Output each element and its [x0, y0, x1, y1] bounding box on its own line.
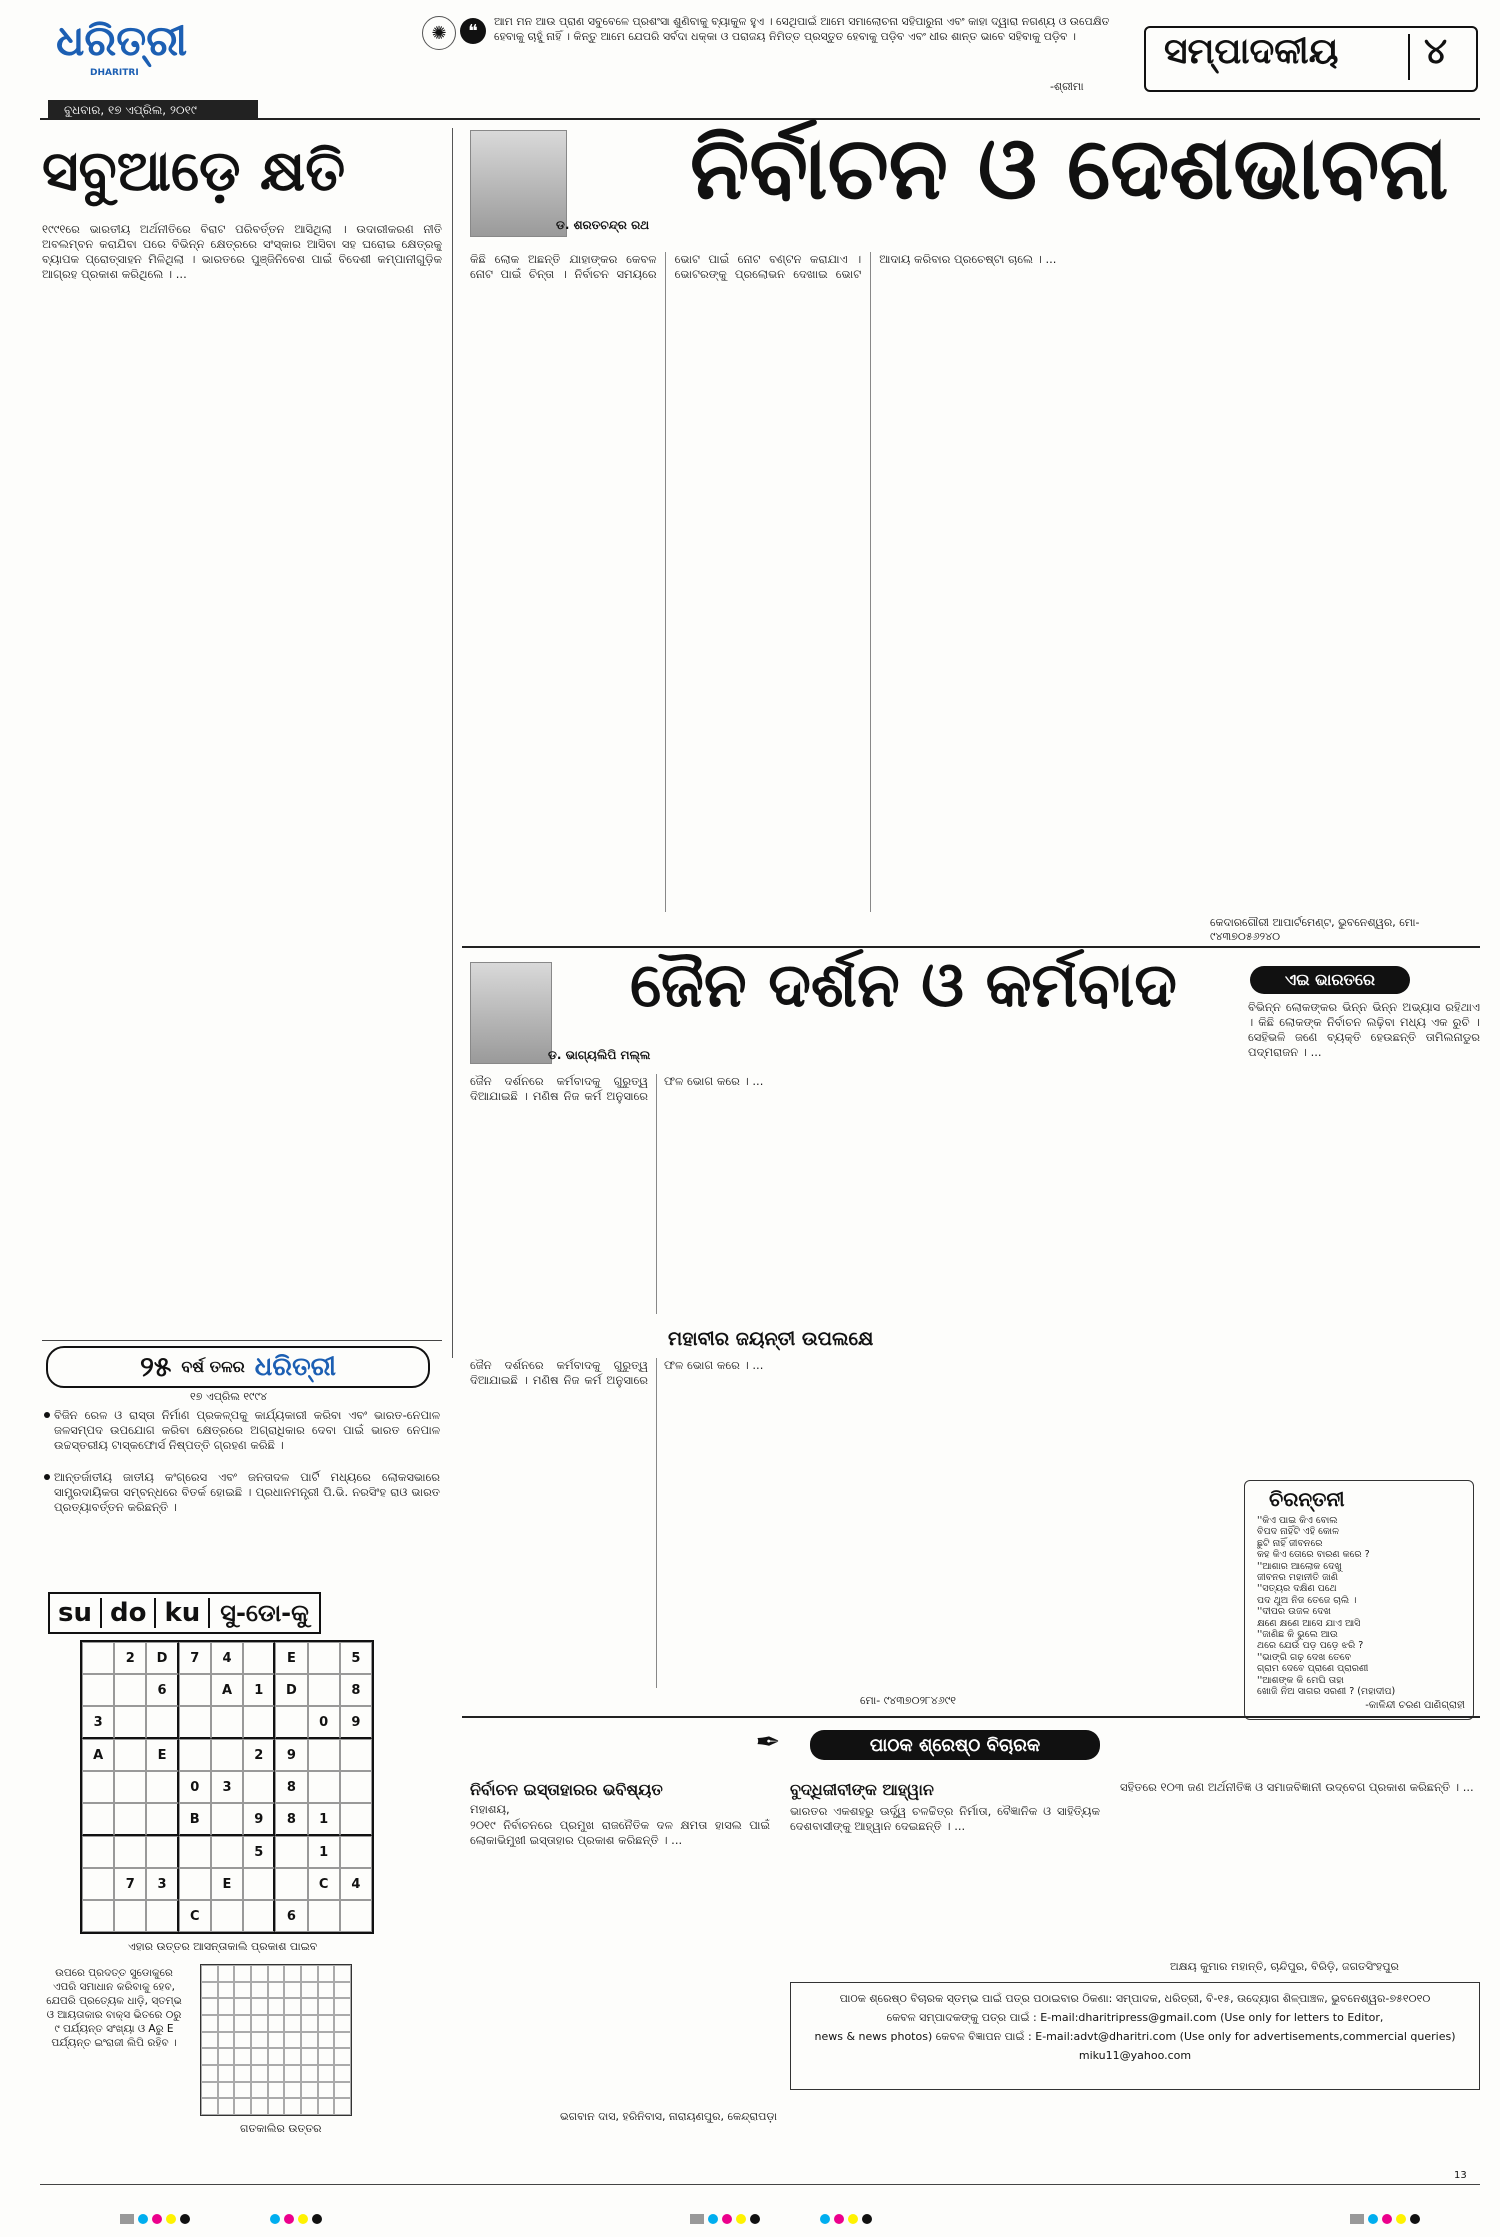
answer-cell [284, 2098, 301, 2115]
answer-cell [251, 1998, 268, 2015]
sudoku-cell[interactable] [275, 1706, 307, 1739]
sudoku-cell[interactable]: 0 [179, 1771, 211, 1803]
poem-line: ''ଭାଙ୍ଗି ଗଢ଼ ଦେଖ ତେବେ [1257, 1651, 1352, 1663]
registration-mark [270, 2214, 322, 2224]
answer-cell [284, 2015, 301, 2032]
registration-mark [690, 2214, 760, 2224]
answer-cell [234, 2032, 251, 2049]
ei-bharatare-body: ବିଭିନ୍ନ ଲୋକଙ୍କର ଭିନ୍ନ ଭିନ୍ନ ଅଭ୍ୟାସ ରହିଥାଏ । କିଛି ଲୋକଙ୍କ ନିର୍ବାଚନ ଲଢ଼ିବା ମଧ୍ୟ ଏକ ରୁଚି । ସେହିଭଳି ଜଣେ ବ୍ୟକ୍ତି ହେଉଛନ୍ତି ତାମିଲନାଡୁର ପଦ୍ମରାଜନ । ... [1248, 1000, 1480, 1059]
sudoku-cell[interactable] [243, 1706, 275, 1739]
answer-cell [301, 2082, 318, 2099]
answer-cell [218, 2032, 235, 2049]
sudoku-cell[interactable] [146, 1803, 178, 1836]
sudoku-cell[interactable]: E [146, 1739, 178, 1771]
sudoku-cell[interactable]: 3 [82, 1706, 114, 1739]
answer-cell [201, 1965, 218, 1982]
answer-cell [334, 2048, 351, 2065]
sudoku-cell[interactable]: 8 [275, 1771, 307, 1803]
sudoku-cell[interactable] [179, 1706, 211, 1739]
issue-date: ବୁଧବାର, ୧୭ ଏପ୍ରିଲ, ୨୦୧୯ [48, 100, 258, 120]
sudoku-cell[interactable]: 9 [243, 1803, 275, 1836]
page-number-label: ୪ [1424, 30, 1448, 72]
readers-top-rule [462, 1716, 1480, 1718]
answer-cell [251, 2015, 268, 2032]
sudoku-cell[interactable]: 9 [340, 1706, 372, 1739]
answer-cell [218, 2098, 235, 2115]
poem-box [1244, 1480, 1474, 1720]
poem-line: ''ଦୀପର ଉଜଳ ଦେଖ [1257, 1606, 1331, 1618]
sudoku-cell[interactable]: 0 [308, 1706, 340, 1739]
readers-pen-icon: ✒ [755, 1724, 781, 1760]
answer-cell [234, 2015, 251, 2032]
sudoku-cell[interactable]: 2 [114, 1642, 146, 1674]
sudoku-cell[interactable]: 3 [211, 1771, 243, 1803]
registration-dot [1368, 2214, 1378, 2224]
sudoku-cell[interactable] [82, 1642, 114, 1674]
registration-dot [298, 2214, 308, 2224]
answer-cell [284, 1982, 301, 1999]
answer-cell [318, 2082, 335, 2099]
article2-signature: ମୋ- ୯୪୩୭୦୨୮୪୬୯୧ [860, 1694, 956, 1707]
answer-cell [218, 2065, 235, 2082]
sudoku-cell[interactable]: 4 [211, 1642, 243, 1674]
masthead-logo-en: DHARITRI [90, 68, 139, 78]
editorial-body: ୧୯୯୧ରେ ଭାରତୀୟ ଅର୍ଥନୀତିରେ ବିରାଟ ପରିବର୍ତ୍ତନ ଆସିଥିଲା । ଉଦାରୀକରଣ ନୀତି ଅବଲମ୍ବନ କରାଯିବା ପରେ ବିଭିନ୍ନ କ୍ଷେତ୍ରରେ ସଂସ୍କାର ଆସିବା ସହ ଘରୋଇ କ୍ଷେତ୍ରକୁ ବ୍ୟାପକ ପ୍ରୋତ୍ସାହନ ମିଳିଥିଲା । ଭାରତରେ ପୁଞ୍ଜିନିବେଶ ପାଇଁ ବିଦେଶୀ କମ୍ପାନୀଗୁଡ଼ିକ ଆଗ୍ରହ ପ୍ରକାଶ କରିଥିଲେ । ... [42, 222, 442, 281]
sudoku-cell[interactable] [82, 1868, 114, 1900]
registration-dot [270, 2214, 280, 2224]
answer-cell [301, 2015, 318, 2032]
readers-banner: ପାଠକ ଶ୍ରେଷ୍ଠ ବିଚାରକ [810, 1730, 1100, 1760]
sudoku-cell[interactable]: A [211, 1674, 243, 1706]
poem-line: କ୍ଷଣେ କ୍ଷଣେ ଆସେ ଯାଏ ଆସି [1257, 1617, 1361, 1629]
sudoku-cell[interactable]: 1 [243, 1674, 275, 1706]
sudoku-cell[interactable]: D [146, 1642, 178, 1674]
sudoku-cell[interactable] [340, 1836, 372, 1868]
answer-cell [251, 1965, 268, 1982]
answer-cell [201, 2032, 218, 2049]
sudoku-cell[interactable] [340, 1739, 372, 1771]
sudoku-yesterday-answer [200, 1964, 352, 2116]
sudoku-cell[interactable]: 7 [179, 1642, 211, 1674]
sudoku-cell[interactable] [114, 1771, 146, 1803]
answer-cell [268, 2048, 285, 2065]
sudoku-cell[interactable]: C [308, 1868, 340, 1900]
sudoku-cell[interactable]: 5 [243, 1836, 275, 1868]
sudoku-rules: ଉପରେ ପ୍ରଦତ୍ତ ସୁଡୋକୁରେ ଏପରି ସମାଧାନ କରିବାକୁ ହେବ, ଯେପରି ପ୍ରତ୍ୟେକ ଧାଡ଼ି, ସ୍ତମ୍ଭ ଓ ଆୟତାକାର ବାକ୍ସ ଭିତରେ ୦ରୁ ୯ ପର୍ଯ୍ୟନ୍ତ ସଂଖ୍ୟା ଓ Aରୁ E ପର୍ଯ୍ୟନ୍ତ ଇଂରାଜୀ ଲିପି ରହିବ । [46, 1967, 182, 2049]
poem-line: କହ କିଏ ତୋରେ ବାରଣ କରେ ? [1257, 1549, 1370, 1561]
answer-cell [201, 1998, 218, 2015]
registration-dot [848, 2214, 858, 2224]
answer-cell [301, 2048, 318, 2065]
sudoku-cell[interactable] [308, 1674, 340, 1706]
archive-date: ୧୭ ଏପ୍ରିଲ ୧୯୯୪ [190, 1390, 268, 1403]
author-photo-rath [470, 130, 567, 237]
article2-subhead: ମହାବୀର ଜୟନ୍ତୀ ଉପଲକ୍ଷେ [668, 1328, 874, 1350]
registration-dot [166, 2214, 176, 2224]
registration-dot [736, 2214, 746, 2224]
sudoku-cell[interactable] [179, 1674, 211, 1706]
sudoku-cell[interactable]: 6 [146, 1674, 178, 1706]
sudoku-cell[interactable] [179, 1739, 211, 1771]
registration-dot [1396, 2214, 1406, 2224]
answer-cell [318, 2015, 335, 2032]
sudoku-answer-caption: ଏହାର ଉତ୍ତର ଆସନ୍ତାକାଲି ପ୍ରକାଶ ପାଇବ [128, 1940, 318, 1953]
answer-cell [284, 2065, 301, 2082]
masthead-logo: ଧରିତ୍ରୀ [56, 16, 188, 65]
sudoku-cell[interactable]: 2 [243, 1739, 275, 1771]
sudoku-cell[interactable]: A [82, 1739, 114, 1771]
sudoku-cell[interactable]: 1 [308, 1836, 340, 1868]
answer-cell [318, 2032, 335, 2049]
answer-cell [234, 1982, 251, 1999]
article2-title: ଜୈନ ଦର୍ଶନ ଓ କର୍ମବାଦ [630, 948, 1177, 1021]
archive-banner-text: ବର୍ଷ ତଳର [181, 1357, 245, 1376]
letter2-body: ଭାରତର ଏକଶହରୁ ଊର୍ଦ୍ଧ୍ୱ ଚଳଚ୍ଚିତ୍ର ନିର୍ମାତା, ବୈଜ୍ଞାନିକ ଓ ସାହିତ୍ୟିକ ଦେଶବାସୀଙ୍କୁ ଆହ୍ୱାନ ଦେଇଛନ୍ତି । ... [790, 1804, 1100, 1833]
answer-cell [334, 2015, 351, 2032]
poem-line: ଜୀବନର ମହାନୀତି ଜାଣି [1257, 1572, 1339, 1584]
answer-cell [334, 2065, 351, 2082]
answer-cell [251, 2098, 268, 2115]
sudoku-cell[interactable] [211, 1706, 243, 1739]
registration-dot [284, 2214, 294, 2224]
quote-mark-icon: ❝ [460, 18, 486, 44]
answer-cell [268, 1998, 285, 2015]
sudoku-grid[interactable] [80, 1640, 374, 1934]
contact-advt-email[interactable]: news & news photos) କେବଳ ବିଜ୍ଞାପନ ପାଇଁ : E-mail:advt@dharitri.com (Use only for advertisements,commercial queries) [814, 2030, 1456, 2043]
editorial-title: ସବୁଆଡ଼େ କ୍ଷତି [42, 138, 346, 204]
author-name-malla: ଡ. ଭାଗ୍ୟଲିପି ମଲ୍ଲ [548, 1048, 651, 1062]
sudoku-cell[interactable] [114, 1900, 146, 1932]
answer-cell [318, 2065, 335, 2082]
sudoku-cell[interactable] [114, 1706, 146, 1739]
sudoku-title [48, 1592, 321, 1634]
author-name-rath: ଡ. ଶରତଚନ୍ଦ୍ର ରଥ [556, 218, 650, 232]
answer-cell [334, 2082, 351, 2099]
sudoku-cell[interactable] [243, 1771, 275, 1803]
column-rule-1 [452, 128, 453, 1358]
sudoku-cell[interactable] [243, 1900, 275, 1932]
answer-cell [301, 1982, 318, 1999]
sudoku-cell[interactable] [146, 1836, 178, 1868]
sudoku-cell[interactable]: E [275, 1642, 307, 1674]
contact-alt-email[interactable]: miku11@yahoo.com [1078, 2049, 1192, 2062]
sudoku-cell[interactable]: 1 [308, 1803, 340, 1836]
registration-dot [820, 2214, 830, 2224]
poem-line: ''ଜାଣିଛ କି ଭୁଲେ ଆଉ [1257, 1629, 1338, 1641]
readers-contact-box [790, 1982, 1480, 2090]
sudoku-cell[interactable] [340, 1803, 372, 1836]
registration-mark [820, 2214, 872, 2224]
sudoku-cell[interactable] [243, 1642, 275, 1674]
registration-dot [138, 2214, 148, 2224]
sudoku-cell[interactable]: 9 [275, 1739, 307, 1771]
masthead [20, 8, 1480, 118]
sudoku-cell[interactable]: E [211, 1868, 243, 1900]
sudoku-title-odia: ସୁ-ଡୋ-କୁ [220, 1599, 309, 1627]
letter1-signature: ଭଗବାନ ଦାସ, ହରିନିବାସ, ନାରାୟଣପୁର, କେନ୍ଦ୍ରାପଡ଼ା [560, 2110, 778, 2123]
sudoku-cell[interactable]: 8 [275, 1803, 307, 1836]
registration-dot [1410, 2214, 1420, 2224]
answer-cell [268, 1965, 285, 1982]
sudoku-cell[interactable] [82, 1803, 114, 1836]
section-label: ସମ୍ପାଦକୀୟ [1164, 30, 1339, 72]
ei-bharatare-banner: ଏଇ ଭାରତରେ [1250, 966, 1410, 994]
quote-ornament-icon: ✺ [422, 16, 456, 50]
footer-rule [40, 2184, 1480, 2185]
sudoku-cell[interactable] [179, 1868, 211, 1900]
letter2-title: ବୁଦ୍ଧିଜୀବୀଙ୍କ ଆହ୍ୱାନ [790, 1780, 934, 1799]
sudoku-title-su: su [50, 1598, 102, 1628]
archive-bullet-2 [44, 1474, 50, 1480]
sudoku-cell[interactable] [82, 1900, 114, 1932]
archive-banner [46, 1346, 430, 1388]
author-photo-malla [470, 962, 552, 1064]
answer-cell [284, 1965, 301, 1982]
answer-cell [251, 2065, 268, 2082]
poem-line: ଥରେ ଯେଉଁ ପଡ଼ ପଡ଼େ ଝରି ? [1257, 1640, 1364, 1652]
answer-cell [301, 2098, 318, 2115]
archive-bullet-1 [44, 1412, 50, 1418]
answer-cell [201, 2082, 218, 2099]
sudoku-cell[interactable] [82, 1771, 114, 1803]
archive-item-2: ଆନ୍ତର୍ଜାତୀୟ ଜାତୀୟ କଂଗ୍ରେସ ଏବଂ ଜନତାଦଳ ପାର୍ଟି ମଧ୍ୟରେ ଲୋକସଭାରେ ସାମ୍ପ୍ରଦାୟିକତା ସମ୍ବନ୍ଧରେ ବିତର୍କ ହୋଇଛି । ପ୍ରଧାନମନ୍ତ୍ରୀ ପି.ଭି. ନରସିଂହ ରାଓ ଭାରତ ପ୍ରତ୍ୟାବର୍ତ୍ତନ କରିଛନ୍ତି । [54, 1470, 440, 1514]
answer-cell [218, 1965, 235, 1982]
answer-cell [318, 1998, 335, 2015]
sudoku-cell[interactable] [275, 1836, 307, 1868]
answer-cell [268, 2065, 285, 2082]
answer-cell [284, 2032, 301, 2049]
registration-dot [722, 2214, 732, 2224]
registration-mark [1350, 2214, 1420, 2224]
sudoku-cell[interactable] [211, 1836, 243, 1868]
answer-cell [268, 1982, 285, 1999]
answer-cell [318, 1965, 335, 1982]
sudoku-cell[interactable] [114, 1674, 146, 1706]
poem-line: ଛୁଟି ନାହିଁ ଜୀବନରେ [1257, 1537, 1323, 1549]
archive-banner-logo: ଧରିତ୍ରୀ [254, 1351, 337, 1382]
answer-cell [218, 1982, 235, 1999]
sudoku-cell[interactable] [179, 1836, 211, 1868]
sudoku-cell[interactable] [146, 1771, 178, 1803]
sudoku-cell[interactable]: 3 [146, 1868, 178, 1900]
answer-cell [234, 2048, 251, 2065]
answer-cell [234, 2098, 251, 2115]
letter1-body: ୨୦୧୯ ନିର୍ବାଚନରେ ପ୍ରମୁଖ ରାଜନୈତିକ ଦଳ କ୍ଷମତା ହାସଲ ପାଇଁ ଲୋକାଭିମୁଖୀ ଇସ୍ତାହାର ପ୍ରକାଶ କରିଛନ୍ତି । ... [470, 1818, 770, 1847]
answer-cell [251, 2082, 268, 2099]
answer-cell [301, 1965, 318, 1982]
answer-cell [218, 2048, 235, 2065]
answer-cell [234, 1965, 251, 1982]
article1-body: କିଛି ଲୋକ ଅଛନ୍ତି ଯାହାଙ୍କର କେବଳ ନୋଟ ପାଇଁ ଚିନ୍ତା । ନିର୍ବାଚନ ସମୟରେ ଭୋଟ ପାଇଁ ନୋଟ ବଣ୍ଟନ କରାଯାଏ । ଭୋଟରଙ୍କୁ ପ୍ରଲୋଭନ ଦେଖାଇ ଭୋଟ ଆଦାୟ କରିବାର ପ୍ରଚେଷ୍ଟା ଚାଲେ । ... [470, 252, 1057, 281]
sudoku-cell[interactable]: B [179, 1803, 211, 1836]
answer-cell [218, 2082, 235, 2099]
answer-cell [334, 2032, 351, 2049]
registration-mark [120, 2214, 190, 2224]
answer-cell [284, 1998, 301, 2015]
registration-dot [862, 2214, 872, 2224]
sudoku-cell[interactable]: D [275, 1674, 307, 1706]
sudoku-cell[interactable] [340, 1771, 372, 1803]
registration-dot [312, 2214, 322, 2224]
registration-dot [750, 2214, 760, 2224]
daily-quote: ଆମ ମନ ଆଉ ପ୍ରାଣ ସବୁବେଳେ ପ୍ରଶଂସା ଶୁଣିବାକୁ ବ୍ୟାକୁଳ ହୁଏ । ସେଥିପାଇଁ ଆମେ ସମାଲୋଚନା ସହିପାରୁନା ଏବଂ କାହା ଦ୍ୱାରା ନଗଣ୍ୟ ଓ ଉପେକ୍ଷିତ ହେବାକୁ ଚାହୁଁ ନାହିଁ । କିନ୍ତୁ ଆମେ ଯେପରି ସର୍ବଦା ଧକ୍କା ଓ ପରାଜୟ ନିମିତ୍ତ ପ୍ରସ୍ତୁତ ହେବାକୁ ପଡ଼ିବ ଏବଂ ଧୀର ଶାନ୍ତ ଭାବେ ସହିବାକୁ ପଡ଼ିବ । [494, 15, 1110, 43]
answer-cell [284, 2048, 301, 2065]
letter3-body: ସହିତରେ ୧୦୩ ଜଣ ଅର୍ଥନୀତିଜ୍ଞ ଓ ସମାଜବିଜ୍ଞାନୀ ଉଦ୍ବେଗ ପ୍ରକାଶ କରିଛନ୍ତି । ... [1120, 1780, 1474, 1794]
article1-title: ନିର୍ବାଚନ ଓ ଦେଶଭାବନା [690, 118, 1449, 219]
article2-body-continued: ଜୈନ ଦର୍ଶନରେ କର୍ମବାଦକୁ ଗୁରୁତ୍ୱ ଦିଆଯାଇଛି । ମଣିଷ ନିଜ କର୍ମ ଅନୁସାରେ ଫଳ ଭୋଗ କରେ । ... [470, 1358, 764, 1387]
answer-cell [218, 1998, 235, 2015]
sudoku-cell[interactable]: 6 [275, 1900, 307, 1932]
sudoku-cell[interactable]: 4 [340, 1868, 372, 1900]
poem-line: ''ଆଶଙ୍କ କି ମେଘି ତାହା [1257, 1674, 1344, 1686]
answer-cell [334, 1998, 351, 2015]
letter1-title: ନିର୍ବାଚନ ଇସ୍ତାହାରର ଭବିଷ୍ୟତ [470, 1780, 663, 1799]
answer-cell [318, 2098, 335, 2115]
answer-cell [201, 2065, 218, 2082]
sudoku-cell[interactable] [114, 1836, 146, 1868]
sudoku-yesterday-caption: ଗତକାଲିର ଉତ୍ତର [240, 2122, 322, 2135]
poem-line: ବିପଦ ନାହିଁଟି ଏହି କୋଳ [1257, 1526, 1339, 1538]
sudoku-cell[interactable] [82, 1674, 114, 1706]
poem-author: -କାଳିନ୍ଦୀ ଚରଣ ପାଣିଗ୍ରାହୀ [1365, 1699, 1465, 1711]
answer-cell [268, 2015, 285, 2032]
answer-cell [251, 1982, 268, 1999]
answer-cell [201, 1982, 218, 1999]
sudoku-cell[interactable] [211, 1739, 243, 1771]
sudoku-cell[interactable]: 5 [340, 1642, 372, 1674]
sudoku-cell[interactable] [146, 1900, 178, 1932]
archive-top-rule [42, 1340, 442, 1341]
answer-cell [201, 2015, 218, 2032]
sudoku-cell[interactable] [308, 1642, 340, 1674]
poem-title: ଚିରନ୍ତନୀ [1269, 1487, 1345, 1511]
sudoku-title-ku: ku [156, 1598, 210, 1628]
sudoku-title-do: do [102, 1598, 156, 1628]
registration-dot [834, 2214, 844, 2224]
answer-cell [268, 2032, 285, 2049]
answer-cell [318, 1982, 335, 1999]
poem-line: ''ଆଶାର ଆଲୋକ ଦେଖୁ [1257, 1560, 1342, 1572]
answer-cell [334, 2098, 351, 2115]
sudoku-cell[interactable] [114, 1739, 146, 1771]
registration-dot [708, 2214, 718, 2224]
contact-address: ପାଠକ ଶ୍ରେଷ୍ଠ ବିଚାରକ ସ୍ତମ୍ଭ ପାଇଁ ପତ୍ର ପଠାଇବାର ଠିକଣା: ସମ୍ପାଦକ, ଧରିତ୍ରୀ, ବି-୧୫, ଉଦ୍ୟୋଗ ଶିଳ୍ପାଞ୍ଚଳ, ଭୁବନେଶ୍ୱର-୭୫୧୦୧୦ [839, 1992, 1431, 2005]
quote-author: -ଶ୍ରୀମା [1050, 80, 1084, 93]
article2-body: ଜୈନ ଦର୍ଶନରେ କର୍ମବାଦକୁ ଗୁରୁତ୍ୱ ଦିଆଯାଇଛି । ମଣିଷ ନିଜ କର୍ମ ଅନୁସାରେ ଫଳ ଭୋଗ କରେ । ... [470, 1074, 764, 1103]
poem-line: ''କିଏ ପାଇ କିଏ ବୋଲ [1257, 1515, 1338, 1526]
sudoku-cell[interactable] [340, 1900, 372, 1932]
answer-cell [334, 1965, 351, 1982]
archive-item-1: ବିଜିନ ରେଳ ଓ ରାସ୍ତା ନିର୍ମାଣ ପ୍ରକଳ୍ପକୁ କାର୍ଯ୍ୟକାରୀ କରିବା ଏବଂ ଭାରତ-ନେପାଳ ଜଳସମ୍ପଦ ଉପଯୋଗ କରିବା କ୍ଷେତ୍ରରେ ଅଗ୍ରାଧିକାର ଦେବା ପାଇଁ ଭାରତ ନେପାଳ ଉଚ୍ଚସ୍ତରୀୟ ଟାସ୍କଫୋର୍ସ ନିଷ୍ପତ୍ତି ଗ୍ରହଣ କରିଛି । [54, 1408, 440, 1452]
answer-cell [234, 2065, 251, 2082]
sudoku-cell[interactable] [275, 1868, 307, 1900]
answer-cell [251, 2032, 268, 2049]
poem-line: ''ସତ୍ୟର ଦକ୍ଷିଣ ପଥେ [1257, 1583, 1337, 1595]
answer-cell [201, 2098, 218, 2115]
letter1-salutation: ମହାଶୟ, [470, 1802, 510, 1816]
sudoku-cell[interactable] [211, 1803, 243, 1836]
sudoku-cell[interactable]: C [179, 1900, 211, 1932]
poem-lines [1257, 1515, 1465, 1698]
article1-signature: କେଦାରଗୌରୀ ଆପାର୍ଟମେଣ୍ଟ, ଭୁବନେଶ୍ୱର, ମୋ- ୯୪୩୭୦୫୬୨୪୦ [1210, 916, 1420, 943]
answer-cell [301, 2065, 318, 2082]
sudoku-cell[interactable] [243, 1868, 275, 1900]
contact-editor-email[interactable]: କେବଳ ସମ୍ପାଦକଙ୍କୁ ପତ୍ର ପାଇଁ : E-mail:dharitripress@gmail.com (Use only for letters to Editor, [886, 2011, 1384, 2024]
letter3-signature: ଅକ୍ଷୟ କୁମାର ମହାନ୍ତି, ଚାନ୍ଦିପୁର, ବିରିଡ଼ି, ଜଗତସିଂହପୁର [1170, 1960, 1399, 1973]
archive-banner-number: ୨୫ [139, 1350, 172, 1383]
section-divider [1408, 34, 1410, 80]
answer-cell [318, 2048, 335, 2065]
sudoku-cell[interactable] [308, 1771, 340, 1803]
sudoku-cell[interactable] [82, 1836, 114, 1868]
registration-dot [180, 2214, 190, 2224]
registration-dot [1382, 2214, 1392, 2224]
footer-page-number: 13 [1454, 2170, 1467, 2181]
poem-line: ପଦ ଥୁଅ ନିଜ ତେଜେ ଚାଲି । [1257, 1594, 1357, 1606]
answer-cell [301, 2032, 318, 2049]
answer-cell [284, 2082, 301, 2099]
answer-cell [268, 2082, 285, 2099]
answer-cell [251, 2048, 268, 2065]
sudoku-cell[interactable] [146, 1706, 178, 1739]
answer-cell [301, 1998, 318, 2015]
answer-cell [268, 2098, 285, 2115]
sudoku-cell[interactable]: 8 [340, 1674, 372, 1706]
answer-cell [201, 2048, 218, 2065]
sudoku-cell[interactable] [308, 1739, 340, 1771]
answer-cell [334, 1982, 351, 1999]
sudoku-cell[interactable] [114, 1803, 146, 1836]
sudoku-cell[interactable] [211, 1900, 243, 1932]
poem-line: ଖୋଜି ନିଅ ସାଗର ସରଣୀ ? (ମହାଦୀପ) [1257, 1686, 1396, 1698]
poem-line: ଗ୍ରାମ ଦେବେ ପ୍ରାଣେ ପ୍ରାରଣୀ [1257, 1663, 1369, 1675]
sudoku-cell[interactable]: 7 [114, 1868, 146, 1900]
answer-cell [234, 2082, 251, 2099]
answer-cell [218, 2015, 235, 2032]
registration-dot [152, 2214, 162, 2224]
sudoku-cell[interactable] [308, 1900, 340, 1932]
answer-cell [234, 1998, 251, 2015]
